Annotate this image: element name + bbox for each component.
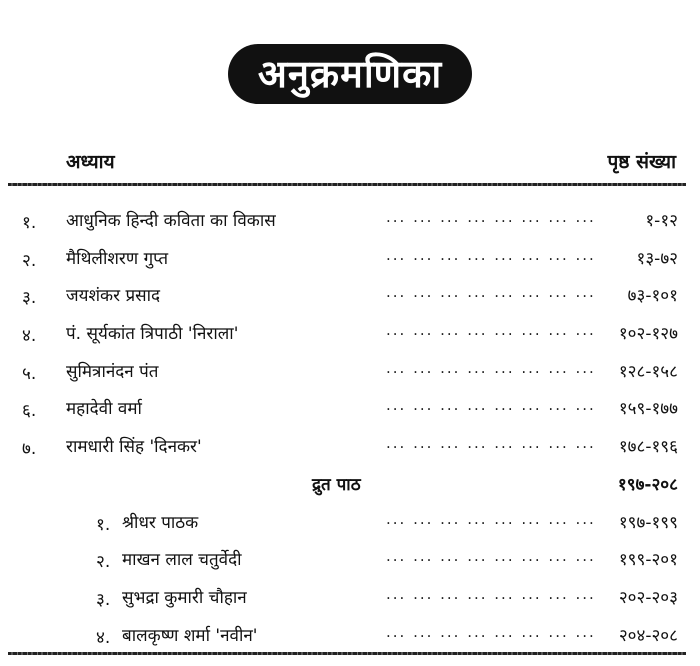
subchapter-number: ३.: [96, 589, 111, 610]
dot-leader: ... ... ... ... ... ... ... ...: [386, 434, 596, 453]
title-area: [0, 44, 700, 104]
chapter-title: पं. सूर्यकांत त्रिपाठी 'निराला': [66, 324, 239, 345]
dot-leader: ... ... ... ... ... ... ... ...: [386, 208, 596, 226]
list-item: [0, 351, 700, 389]
list-item: [0, 275, 700, 313]
chapter-number: १.: [22, 213, 37, 233]
subchapter-number: ४.: [96, 627, 111, 648]
chapter-number: २.: [22, 250, 37, 271]
page-range: १-१२: [645, 211, 678, 231]
dot-leader: ... ... ... ... ... ... ... ...: [386, 358, 596, 377]
list-item: [0, 577, 700, 615]
subchapter-title: बालकृष्ण शर्मा 'नवीन': [122, 625, 258, 646]
page-range: २०४-२०८: [618, 625, 678, 646]
top-divider: [8, 183, 686, 186]
chapter-number: ६.: [22, 401, 37, 422]
page-range: २०२-२०३: [618, 587, 678, 608]
bottom-divider: [8, 652, 686, 655]
subchapter-title: श्रीधर पाठक: [122, 512, 199, 533]
page-range: १३-७२: [636, 248, 678, 269]
page-range: ७३-१०१: [627, 286, 678, 307]
list-item: [0, 200, 700, 238]
page-range: १९७-१९९: [618, 512, 678, 533]
page-range: १०२-१२७: [618, 324, 678, 345]
dot-leader: ... ... ... ... ... ... ... ...: [386, 509, 596, 528]
page-range: १९९-२०१: [618, 550, 678, 571]
dot-leader: ... ... ... ... ... ... ... ...: [386, 622, 596, 641]
chapter-number: ३.: [22, 288, 37, 309]
chapter-title: आधुनिक हिन्दी कविता का विकास: [66, 211, 276, 231]
subchapter-number: २.: [96, 552, 111, 573]
chapter-title: महादेवी वर्मा: [66, 399, 142, 420]
page-range: १५९-१७७: [618, 399, 678, 420]
list-item: [0, 313, 700, 351]
section-page-range: १९७-२०८: [617, 474, 678, 495]
chapter-number: ४.: [22, 326, 37, 347]
chapter-title: जयशंकर प्रसाद: [66, 286, 161, 307]
column-header: [66, 148, 676, 178]
dot-leader: ... ... ... ... ... ... ... ...: [386, 547, 596, 566]
dot-leader: ... ... ... ... ... ... ... ...: [386, 245, 596, 264]
page-title: अनुक्रमणिका: [228, 44, 472, 104]
list-item: [0, 615, 700, 653]
list-item: [0, 238, 700, 276]
chapter-title: रामधारी सिंह 'दिनकर': [66, 437, 202, 458]
page-range: १२८-१५८: [618, 361, 678, 382]
contents-list: [0, 200, 700, 652]
subchapter-title: सुभद्रा कुमारी चौहान: [122, 587, 247, 608]
page-column-label: पृष्ठ संख्या: [607, 151, 676, 173]
list-item: [0, 539, 700, 577]
chapter-number: ५.: [22, 363, 37, 384]
dot-leader: ... ... ... ... ... ... ... ...: [386, 584, 596, 603]
chapter-number: ७.: [22, 439, 37, 460]
chapter-column-label: अध्याय: [66, 151, 115, 173]
page-range: १७८-१९६: [618, 437, 678, 458]
subchapter-title: माखन लाल चतुर्वेदी: [122, 550, 242, 571]
chapter-title: सुमित्रानंदन पंत: [66, 361, 159, 382]
subchapter-number: १.: [96, 514, 111, 535]
dot-leader: ... ... ... ... ... ... ... ...: [386, 321, 596, 340]
list-item: [0, 426, 700, 464]
list-item: [0, 388, 700, 426]
chapter-title: मैथिलीशरण गुप्त: [66, 248, 169, 269]
list-item: [0, 502, 700, 540]
dot-leader: ... ... ... ... ... ... ... ...: [386, 396, 596, 415]
section-title: द्रुत पाठ: [312, 474, 361, 495]
dot-leader: ... ... ... ... ... ... ... ...: [386, 283, 596, 302]
section-heading-row: [0, 464, 700, 502]
